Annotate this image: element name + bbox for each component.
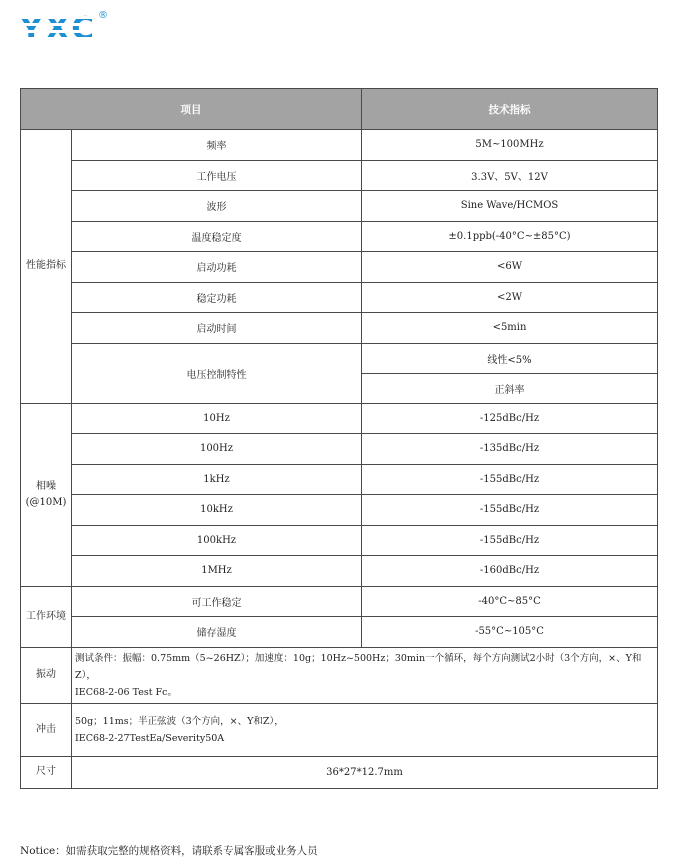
- category-environment: 工作环境: [21, 586, 72, 647]
- header-item: 项目: [21, 89, 362, 130]
- table-row: [21, 586, 658, 617]
- category-label: 相噪: [36, 480, 56, 492]
- table-row: [21, 252, 658, 283]
- table-row: [21, 495, 658, 526]
- value-cell: -155dBc/Hz: [362, 464, 658, 495]
- value-cell: -40°C~85°C: [362, 586, 658, 617]
- table-row: [21, 282, 658, 313]
- header-spec: 技术指标: [362, 89, 658, 130]
- value-cell: <5min: [362, 313, 658, 344]
- value-cell: -135dBc/Hz: [362, 434, 658, 465]
- table-row: [21, 130, 658, 161]
- table-row: [21, 525, 658, 556]
- item-cell: 稳定功耗: [72, 282, 362, 313]
- value-cell: -155dBc/Hz: [362, 525, 658, 556]
- value-cell: <6W: [362, 252, 658, 283]
- value-cell: <2W: [362, 282, 658, 313]
- item-cell: 100Hz: [72, 434, 362, 465]
- item-cell: 10Hz: [72, 403, 362, 434]
- header-row: [21, 89, 658, 130]
- category-phase-noise: [21, 403, 72, 586]
- notice-text: Notice：如需获取完整的规格资料，请联系专属客服或业务人员: [20, 845, 318, 857]
- table-row: [21, 556, 658, 587]
- item-cell: 储存湿度: [72, 617, 362, 648]
- item-cell: 1kHz: [72, 464, 362, 495]
- table-row: [21, 221, 658, 252]
- value-cell: 5M~100MHz: [362, 130, 658, 161]
- table-row: [21, 160, 658, 191]
- value-cell: 线性<5%: [362, 343, 658, 373]
- value-cell: Sine Wave/HCMOS: [362, 191, 658, 222]
- shock-line-1: 50g；11ms；半正弦波（3个方向，×、Y和Z），: [75, 715, 284, 727]
- vibration-line-2: IEC68-2-06 Test Fc。: [75, 686, 177, 698]
- registered-mark: ®: [98, 10, 108, 21]
- item-cell-voltage-control: 电压控制特性: [72, 343, 362, 403]
- table-row: [21, 191, 658, 222]
- spec-table: [20, 88, 658, 789]
- table-row: [21, 434, 658, 465]
- table-row: [21, 403, 658, 434]
- category-vibration: 振动: [21, 647, 72, 703]
- item-cell: 启动功耗: [72, 252, 362, 283]
- table-row: [21, 703, 658, 756]
- table-row: [21, 313, 658, 344]
- vibration-note: [72, 647, 658, 703]
- value-cell: ±0.1ppb(-40°C~±85°C): [362, 221, 658, 252]
- category-performance: 性能指标: [21, 130, 72, 404]
- item-cell: 启动时间: [72, 313, 362, 344]
- table-row: [21, 647, 658, 703]
- shock-note: [72, 703, 658, 756]
- item-cell: 可工作稳定: [72, 586, 362, 617]
- table-row: [21, 343, 658, 373]
- table-row: [21, 617, 658, 648]
- value-cell: 正斜率: [362, 373, 658, 403]
- item-cell: 波形: [72, 191, 362, 222]
- size-value: 36*27*12.7mm: [72, 756, 658, 788]
- logo-text: YXC: [20, 11, 97, 47]
- item-cell: 1MHz: [72, 556, 362, 587]
- item-cell: 100kHz: [72, 525, 362, 556]
- vibration-line-1: 测试条件：振幅：0.75mm（5~26HZ）；加速度：10g；10Hz~500Hz；30min一个循环，每个方向测试2小时（3个方向，×、Y和Z），: [75, 652, 642, 681]
- value-cell: -55°C~105°C: [362, 617, 658, 648]
- item-cell: 工作电压: [72, 160, 362, 191]
- table-row: [21, 756, 658, 788]
- value-cell: -160dBc/Hz: [362, 556, 658, 587]
- item-cell: 频率: [72, 130, 362, 161]
- category-shock: 冲击: [21, 703, 72, 756]
- value-cell: -155dBc/Hz: [362, 495, 658, 526]
- shock-line-2: IEC68-2-27TestEa/Severity50A: [75, 732, 225, 744]
- category-size: 尺寸: [21, 756, 72, 788]
- value-cell: 3.3V、5V、12V: [362, 160, 658, 191]
- table-row: [21, 464, 658, 495]
- item-cell: 10kHz: [72, 495, 362, 526]
- company-logo: [20, 12, 108, 48]
- item-cell: 温度稳定度: [72, 221, 362, 252]
- category-sublabel: (@10M): [25, 496, 67, 508]
- value-cell: -125dBc/Hz: [362, 403, 658, 434]
